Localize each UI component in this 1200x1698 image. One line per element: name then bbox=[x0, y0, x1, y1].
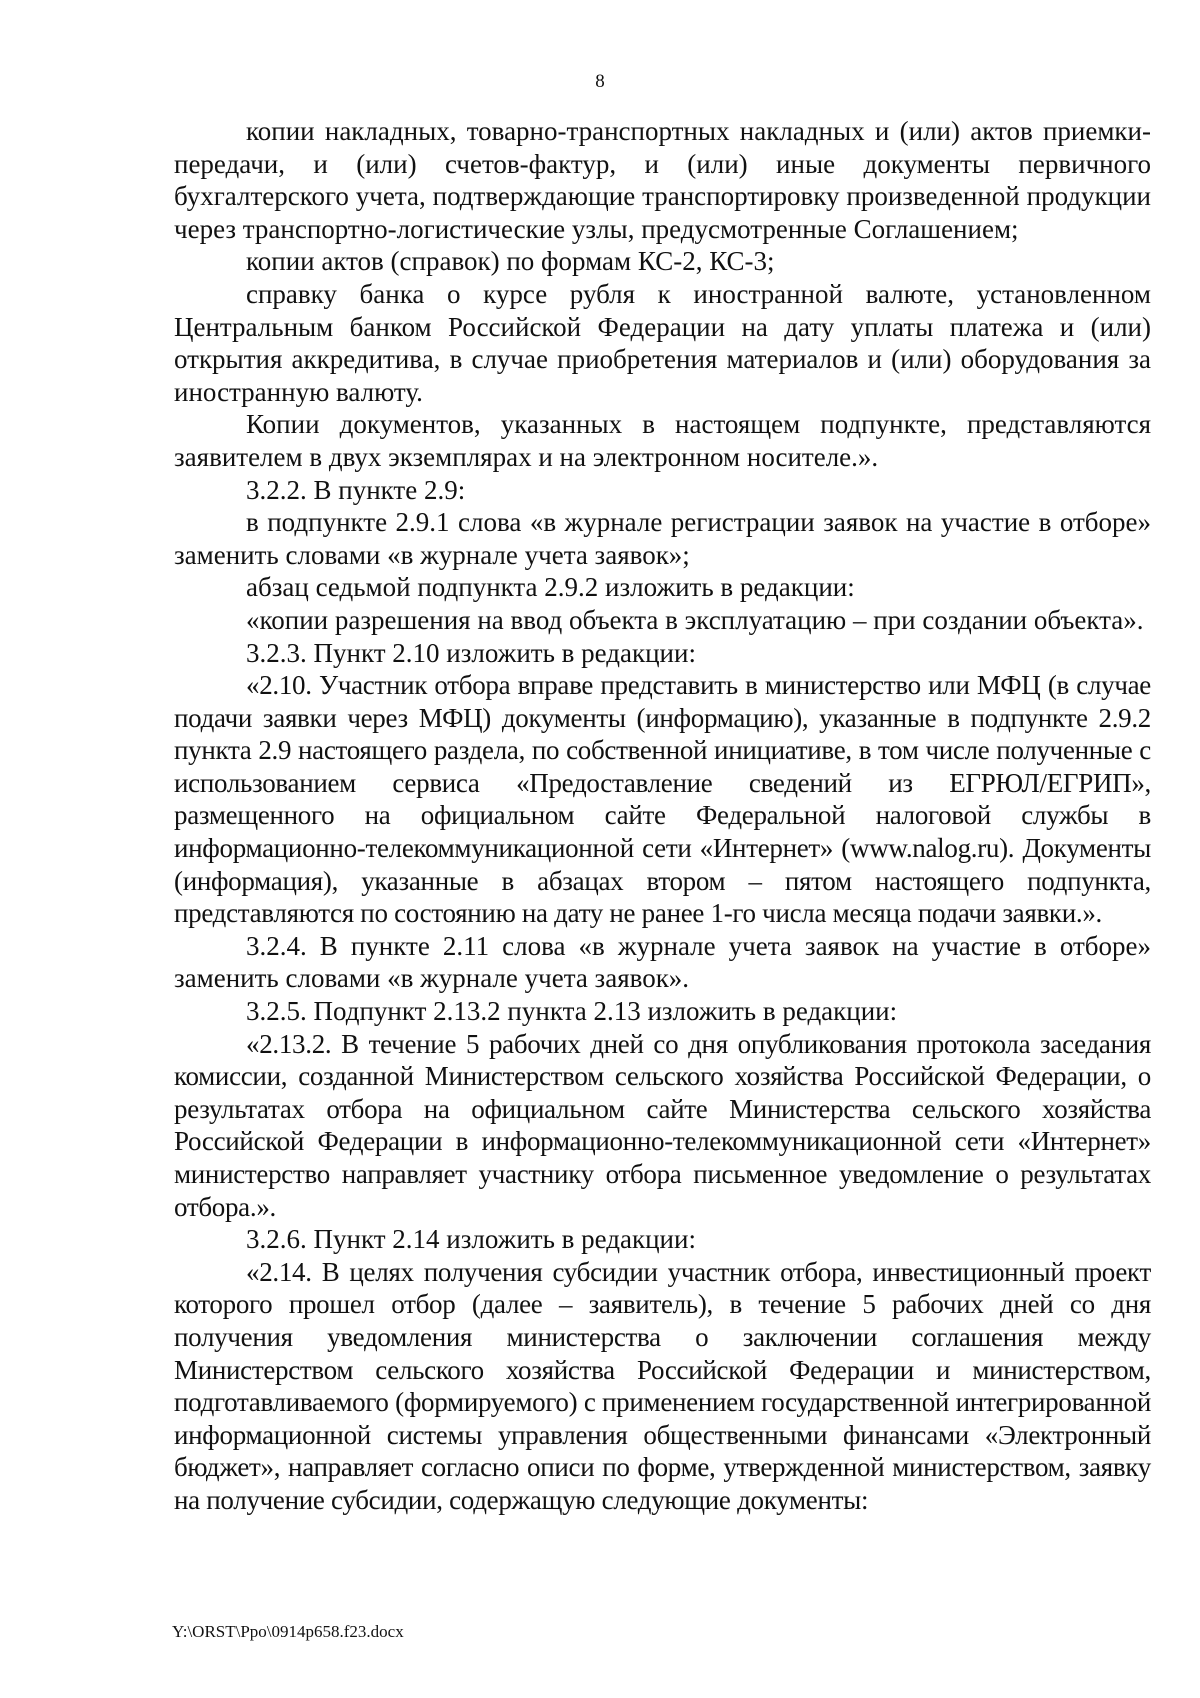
paragraph-bank-certificate: справку банка о курсе рубля к иностранной валюте, установленном Центральным банком Российской Федерации на дату уплаты платежа и (или) открытия аккредитива, в случае приобретения материалов и (или) оборудования за иностранную валюту. bbox=[174, 278, 1151, 407]
paragraph-2-14-text: «2.14. В целях получения субсидии участник отбора, инвестиционный проект которого прошел отбор (далее – заявитель), в течение 5 рабочих дней со дня получения уведомления министерства о заключении соглашения между Министерством сельского хозяйства Российской Федерации и министерством, подготавливаемого (формируемого) с применением государственной интегрированной информационной системы управления общественными финансами «Электронный бюджет», направляет согласно описи по форме, утвержденной министерством, заявку на получение субсидии, содержащую следующие документы: bbox=[174, 1256, 1151, 1515]
document-body bbox=[174, 115, 1151, 1517]
paragraph-document-copies: Копии документов, указанных в настоящем подпункте, представляются заявителем в двух экземплярах и на электронном носителе.». bbox=[174, 409, 1151, 472]
paragraph-3-2-2: 3.2.2. В пункте 2.9: bbox=[246, 474, 466, 505]
paragraph-3-2-3: 3.2.3. Пункт 2.10 изложить в редакции: bbox=[246, 637, 696, 668]
paragraph-2-9-1-amendment: в подпункте 2.9.1 слова «в журнале регистрации заявок на участие в отборе» заменить словами «в журнале учета заявок»; bbox=[174, 507, 1151, 570]
paragraph-permit-copies: «копии разрешения на ввод объекта в эксплуатацию – при создании объекта». bbox=[246, 604, 1144, 635]
paragraph-2-9-2-amendment: абзац седьмой подпункта 2.9.2 изложить в редакции: bbox=[246, 572, 855, 603]
paragraph-3-2-5: 3.2.5. Подпункт 2.13.2 пункта 2.13 изложить в редакции: bbox=[246, 996, 898, 1027]
page-number: 8 bbox=[595, 71, 605, 92]
paragraph-invoices: копии накладных, товарно-транспортных накладных и (или) актов приемки-передачи, и (или) счетов-фактур, и (или) иные документы первичного бухгалтерского учета, подтверждающие транспортировку произведенной продукции через транспортно-логистические узлы, предусмотренные Соглашением; bbox=[174, 116, 1151, 244]
footer-file-path: Y:\ORST\Ppo\0914p658.f23.docx bbox=[172, 1622, 404, 1641]
paragraph-3-2-4: 3.2.4. В пункте 2.11 слова «в журнале учета заявок на участие в отборе» заменить словами «в журнале учета заявок». bbox=[174, 930, 1151, 994]
paragraph-3-2-6: 3.2.6. Пункт 2.14 изложить в редакции: bbox=[246, 1224, 696, 1255]
paragraph-2-10-text: «2.10. Участник отбора вправе представить в министерство или МФЦ (в случае подачи заявки через МФЦ) документы (информацию), указанные в подпункте 2.9.2 пункта 2.9 настоящего раздела, по собственной инициативе, в том числе полученные с использованием сервиса «Предоставление сведений из ЕГРЮЛ/ЕГРИП», размещенного на официальном сайте Федеральной налоговой службы в информационно-телекоммуникационной сети «Интернет» (www.nalog.ru). Документы (информация), указанные в абзацах втором – пятом настоящего подпункта, представляются по состоянию на дату не ранее 1-го числа месяца подачи заявки.». bbox=[174, 670, 1151, 929]
paragraph-2-13-2-text: «2.13.2. В течение 5 рабочих дней со дня опубликования протокола заседания комиссии, созданной Министерством сельского хозяйства Российской Федерации, о результатах отбора на официальном сайте Министерства сельского хозяйства Российской Федерации в информационно-телекоммуникационной сети «Интернет» министерство направляет участнику отбора письменное уведомление о результатах отбора.». bbox=[174, 1028, 1151, 1222]
paragraph-ks-acts: копии актов (справок) по формам КС-2, КС-3; bbox=[246, 246, 775, 277]
